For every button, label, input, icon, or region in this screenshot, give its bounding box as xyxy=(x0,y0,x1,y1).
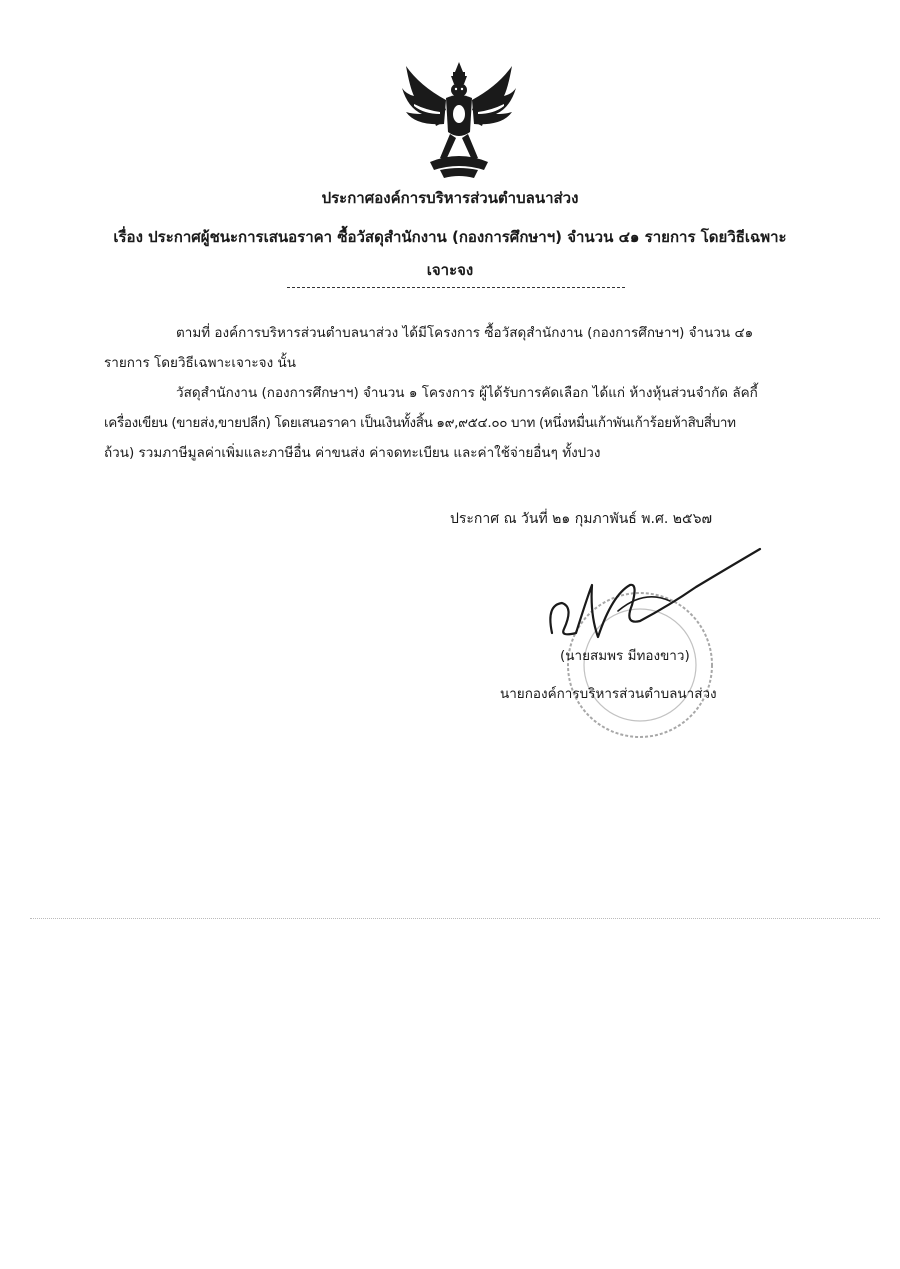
organization-heading: ประกาศองค์การบริหารส่วนตำบลนาส่วง xyxy=(321,189,579,207)
announcement-date: ประกาศ ณ วันที่ ๒๑ กุมภาพันธ์ พ.ศ. ๒๕๖๗ xyxy=(450,511,713,527)
subject-line-1: เรื่อง ประกาศผู้ชนะการเสนอราคา ซื้อวัสดุสำนักงาน (กองการศึกษาฯ) จำนวน ๔๑ รายการ โดยวิธีเฉพาะ xyxy=(113,228,787,246)
paragraph-2 xyxy=(104,378,809,468)
paragraph-1 xyxy=(104,318,809,378)
signatory-name: (นายสมพร มีทองขาว) xyxy=(560,648,690,664)
paragraph-2-line-3: ถ้วน) รวมภาษีมูลค่าเพิ่มและภาษีอื่น ค่าขนส่ง ค่าจดทะเบียน และค่าใช้จ่ายอื่นๆ ทั้งปวง xyxy=(104,445,601,461)
paragraph-1-line-2: รายการ โดยวิธีเฉพาะเจาะจง นั้น xyxy=(104,355,296,371)
signatory-title: นายกองค์การบริหารส่วนตำบลนาส่วง xyxy=(500,686,717,702)
paragraph-2-line-1: วัสดุสำนักงาน (กองการศึกษาฯ) จำนวน ๑ โครงการ ผู้ได้รับการคัดเลือก ได้แก่ ห้างหุ้นส่วนจำกัด ลัคกี้ xyxy=(176,385,758,401)
paragraph-2-line-2: เครื่องเขียน (ขายส่ง,ขายปลีก) โดยเสนอราคา เป็นเงินทั้งสิ้น ๑๙,๙๕๔.๐๐ บาท (หนึ่งหมื่นเก้าพันเก้าร้อยห้าสิบสี่บาท xyxy=(104,415,736,431)
scan-artifact-line xyxy=(30,918,880,919)
separator-rule xyxy=(287,287,625,288)
subject-line-2: เจาะจง xyxy=(426,261,474,279)
paragraph-1-line-1: ตามที่ องค์การบริหารส่วนตำบลนาส่วง ได้มีโครงการ ซื้อวัสดุสำนักงาน (กองการศึกษาฯ) จำนวน ๔๑ xyxy=(176,325,754,341)
garuda-emblem-icon xyxy=(400,58,518,180)
